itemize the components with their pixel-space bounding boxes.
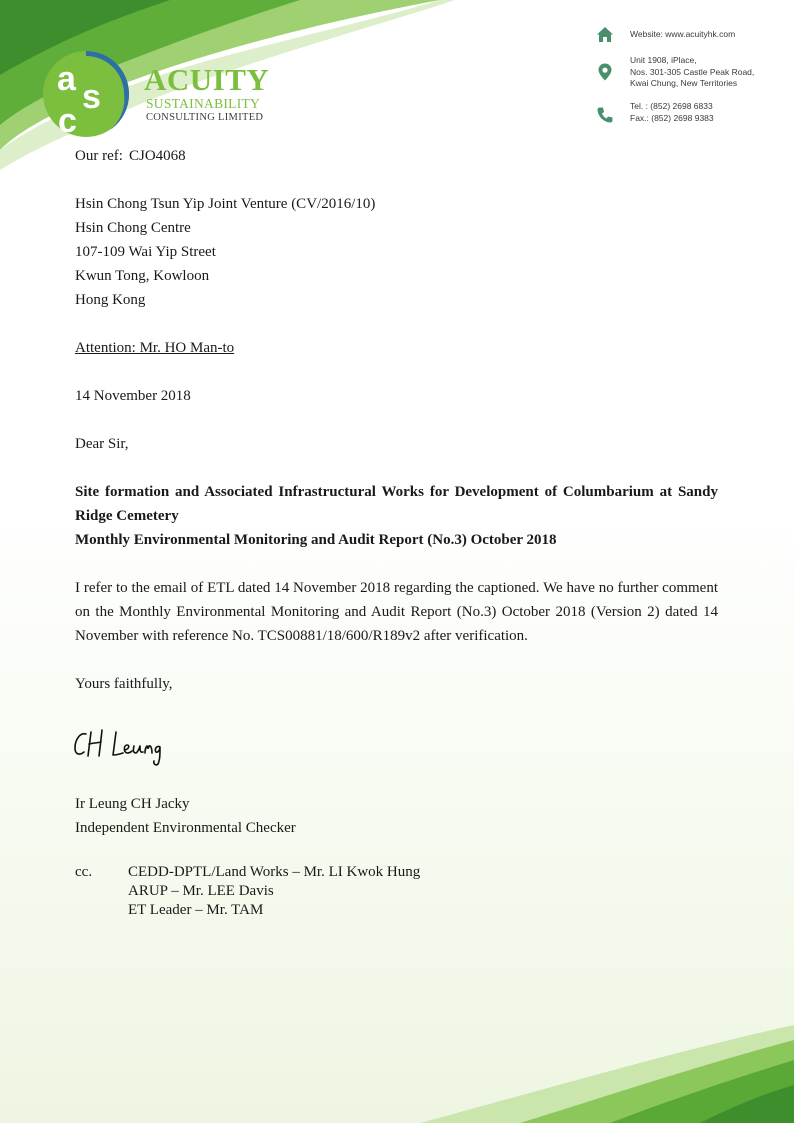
phone-text <box>630 101 714 124</box>
svg-text:s: s <box>82 78 101 116</box>
cc-label: cc. <box>75 864 93 880</box>
reference-value: CJO4068 <box>129 148 186 164</box>
address-row <box>596 55 754 90</box>
phone-icon <box>596 106 614 124</box>
company-name-line2: SUSTAINABILITY <box>146 96 261 111</box>
letter-date: 14 November 2018 <box>75 388 191 404</box>
recipient-line: Hsin Chong Centre <box>75 220 191 236</box>
cc-recipient: ARUP – Mr. LEE Davis <box>128 883 274 899</box>
reference-line <box>75 144 186 168</box>
address-line: Unit 1908, iPlace, <box>630 55 697 65</box>
asc-logo-mark-icon <box>40 50 132 138</box>
cc-recipient: CEDD-DPTL/Land Works – Mr. LI Kwok Hung <box>128 864 421 880</box>
subject-line-1: Site formation and Associated Infrastructural Works for Development of Columbarium at Sandy Ridge Cemetery <box>75 484 718 524</box>
attention-line: Attention: Mr. HO Man-to <box>75 340 235 356</box>
company-name-line3: CONSULTING LIMITED <box>146 112 264 123</box>
company-logo <box>40 50 280 140</box>
svg-text:a: a <box>57 60 76 98</box>
fax-text: Fax.: (852) 2698 9383 <box>630 112 714 123</box>
tel-text: Tel. : (852) 2698 6833 <box>630 101 713 111</box>
salutation: Dear Sir, <box>75 436 129 452</box>
recipient-line: 107-109 Wai Yip Street <box>75 244 216 260</box>
recipient-line: Hong Kong <box>75 292 146 308</box>
cc-recipient: ET Leader – Mr. TAM <box>128 902 264 918</box>
svg-text:c: c <box>58 102 77 138</box>
closing: Yours faithfully, <box>75 676 173 692</box>
website-row <box>596 26 735 44</box>
reference-label: Our ref: <box>75 148 123 164</box>
cc-line <box>75 863 420 882</box>
handwritten-signature <box>72 722 182 770</box>
website-text: Website: www.acuityhk.com <box>630 29 736 39</box>
subject-line-2: Monthly Environmental Monitoring and Audit Report (No.3) October 2018 <box>75 532 557 548</box>
phone-row <box>596 101 714 124</box>
address-text <box>630 55 754 90</box>
location-pin-icon <box>596 63 614 81</box>
signer-name: Ir Leung CH Jacky <box>75 796 190 812</box>
company-name: ACUITY <box>144 62 270 97</box>
address-line: Nos. 301-305 Castle Peak Road, <box>630 66 755 77</box>
recipient-line: Hsin Chong Tsun Yip Joint Venture (CV/2016/10) <box>75 196 376 212</box>
address-line: Kwai Chung, New Territories <box>630 78 738 88</box>
signer-title: Independent Environmental Checker <box>75 820 296 836</box>
recipient-line: Kwun Tong, Kowloon <box>75 268 210 284</box>
body-paragraph: I refer to the email of ETL dated 14 November 2018 regarding the captioned. We have no further comment on the Monthly Environmental Monitoring and Audit Report (No.3) October 2018 (Version 2) dated 14 November with reference No. TCS00881/18/600/R189v2 after verification. <box>75 580 718 644</box>
home-icon <box>596 26 614 44</box>
